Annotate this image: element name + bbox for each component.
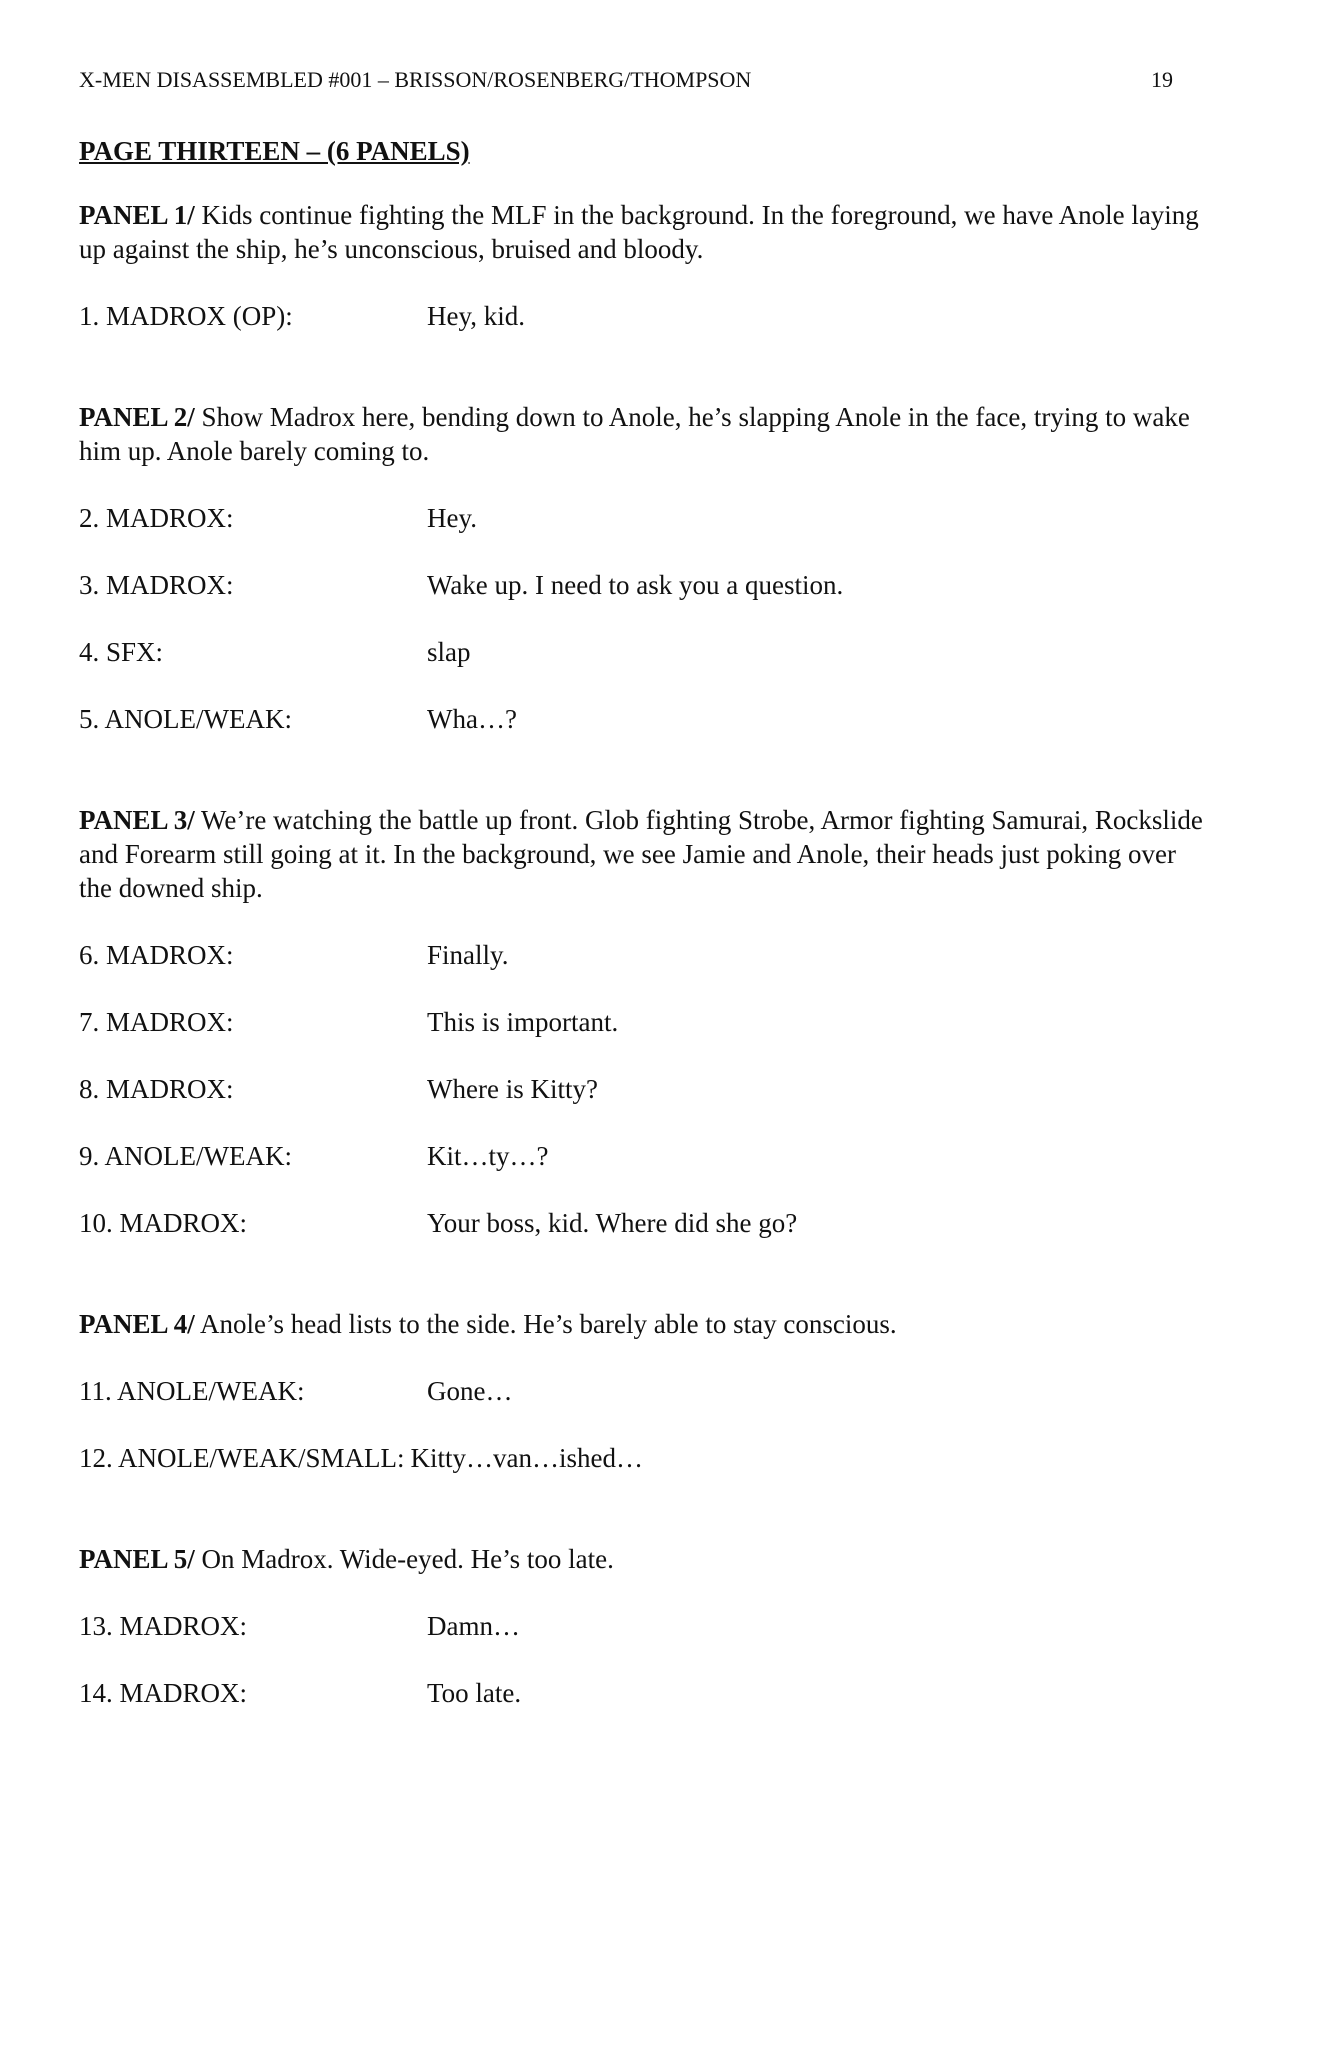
dialogue: Your boss, kid. Where did she go? <box>427 1208 798 1238</box>
dialogue-line <box>79 1441 1209 1475</box>
dialogue: Hey, kid. <box>427 301 525 331</box>
speaker: 12. ANOLE/WEAK/SMALL: <box>79 1443 405 1473</box>
dialogue-line <box>79 1374 1209 1408</box>
panel-description <box>79 803 1209 905</box>
dialogue: slap <box>427 637 471 667</box>
speaker: 11. ANOLE/WEAK: <box>79 1376 305 1406</box>
speaker: 6. MADROX: <box>79 940 234 970</box>
speaker: 3. MADROX: <box>79 570 234 600</box>
speaker: 7. MADROX: <box>79 1007 234 1037</box>
panel-description-text: Show Madrox here, bending down to Anole, he’s slapping Anole in the face, trying to wake him up. Anole barely coming to. <box>79 402 1190 466</box>
page-heading: PAGE THIRTEEN – (6 PANELS) <box>79 136 470 166</box>
dialogue-line <box>79 1206 1209 1240</box>
panel-gap <box>79 769 1209 803</box>
dialogue: This is important. <box>427 1007 619 1037</box>
header-title: X-MEN DISASSEMBLED #001 – BRISSON/ROSENBERG/THOMPSON <box>79 67 752 92</box>
speaker: 8. MADROX: <box>79 1074 234 1104</box>
dialogue-line <box>79 635 1209 669</box>
speaker: 14. MADROX: <box>79 1678 248 1708</box>
dialogue-line <box>79 568 1209 602</box>
panel-label: PANEL 4/ <box>79 1309 195 1339</box>
dialogue-line <box>79 1676 1209 1710</box>
dialogue: Where is Kitty? <box>427 1074 598 1104</box>
panel-description-text: Anole’s head lists to the side. He’s barely able to stay conscious. <box>200 1309 897 1339</box>
dialogue-line <box>79 1139 1209 1173</box>
speaker: 2. MADROX: <box>79 503 234 533</box>
dialogue-line <box>79 501 1209 535</box>
speaker: 9. ANOLE/WEAK: <box>79 1141 292 1171</box>
speaker: 10. MADROX: <box>79 1208 248 1238</box>
dialogue: Wha…? <box>427 704 517 734</box>
dialogue: Finally. <box>427 940 509 970</box>
dialogue-line <box>79 938 1209 972</box>
panel-1 <box>79 198 1209 333</box>
dialogue-line <box>79 1072 1209 1106</box>
panel-label: PANEL 1/ <box>79 200 195 230</box>
dialogue: Gone… <box>427 1376 513 1406</box>
speaker: 13. MADROX: <box>79 1611 248 1641</box>
panel-gap <box>79 366 1209 400</box>
panel-2 <box>79 400 1209 736</box>
panel-5 <box>79 1542 1209 1710</box>
panel-description-text: We’re watching the battle up front. Glob fighting Strobe, Armor fighting Samurai, Rockslide and Forearm still going at it. In the background, we see Jamie and Anole, their heads just poking over the downed ship. <box>79 805 1203 903</box>
panel-description-text: On Madrox. Wide-eyed. He’s too late. <box>201 1544 614 1574</box>
panel-gap <box>79 1508 1209 1542</box>
panel-description <box>79 1542 1209 1576</box>
dialogue: Kitty…van…ished… <box>410 1443 643 1473</box>
dialogue-line <box>79 299 1209 333</box>
speaker: 5. ANOLE/WEAK: <box>79 704 292 734</box>
panel-label: PANEL 3/ <box>79 805 195 835</box>
panel-description <box>79 198 1209 266</box>
panel-label: PANEL 5/ <box>79 1544 195 1574</box>
dialogue: Damn… <box>427 1611 520 1641</box>
dialogue: Wake up. I need to ask you a question. <box>427 570 844 600</box>
page-header <box>79 64 1173 96</box>
page-number: 19 <box>1151 67 1173 92</box>
panel-description-text: Kids continue fighting the MLF in the background. In the foreground, we have Anole laying up against the ship, he’s unconscious, bruised and bloody. <box>79 200 1199 264</box>
panel-3 <box>79 803 1209 1240</box>
dialogue-line <box>79 702 1209 736</box>
panel-4 <box>79 1307 1209 1475</box>
panel-description <box>79 1307 1209 1341</box>
speaker: 4. SFX: <box>79 637 164 667</box>
dialogue: Hey. <box>427 503 477 533</box>
panel-gap <box>79 1273 1209 1307</box>
dialogue: Too late. <box>427 1678 522 1708</box>
panel-label: PANEL 2/ <box>79 402 195 432</box>
dialogue: Kit…ty…? <box>427 1141 549 1171</box>
panel-description <box>79 400 1209 468</box>
dialogue-line <box>79 1609 1209 1643</box>
speaker: 1. MADROX (OP): <box>79 301 293 331</box>
script-content <box>79 134 1209 1743</box>
dialogue-line <box>79 1005 1209 1039</box>
